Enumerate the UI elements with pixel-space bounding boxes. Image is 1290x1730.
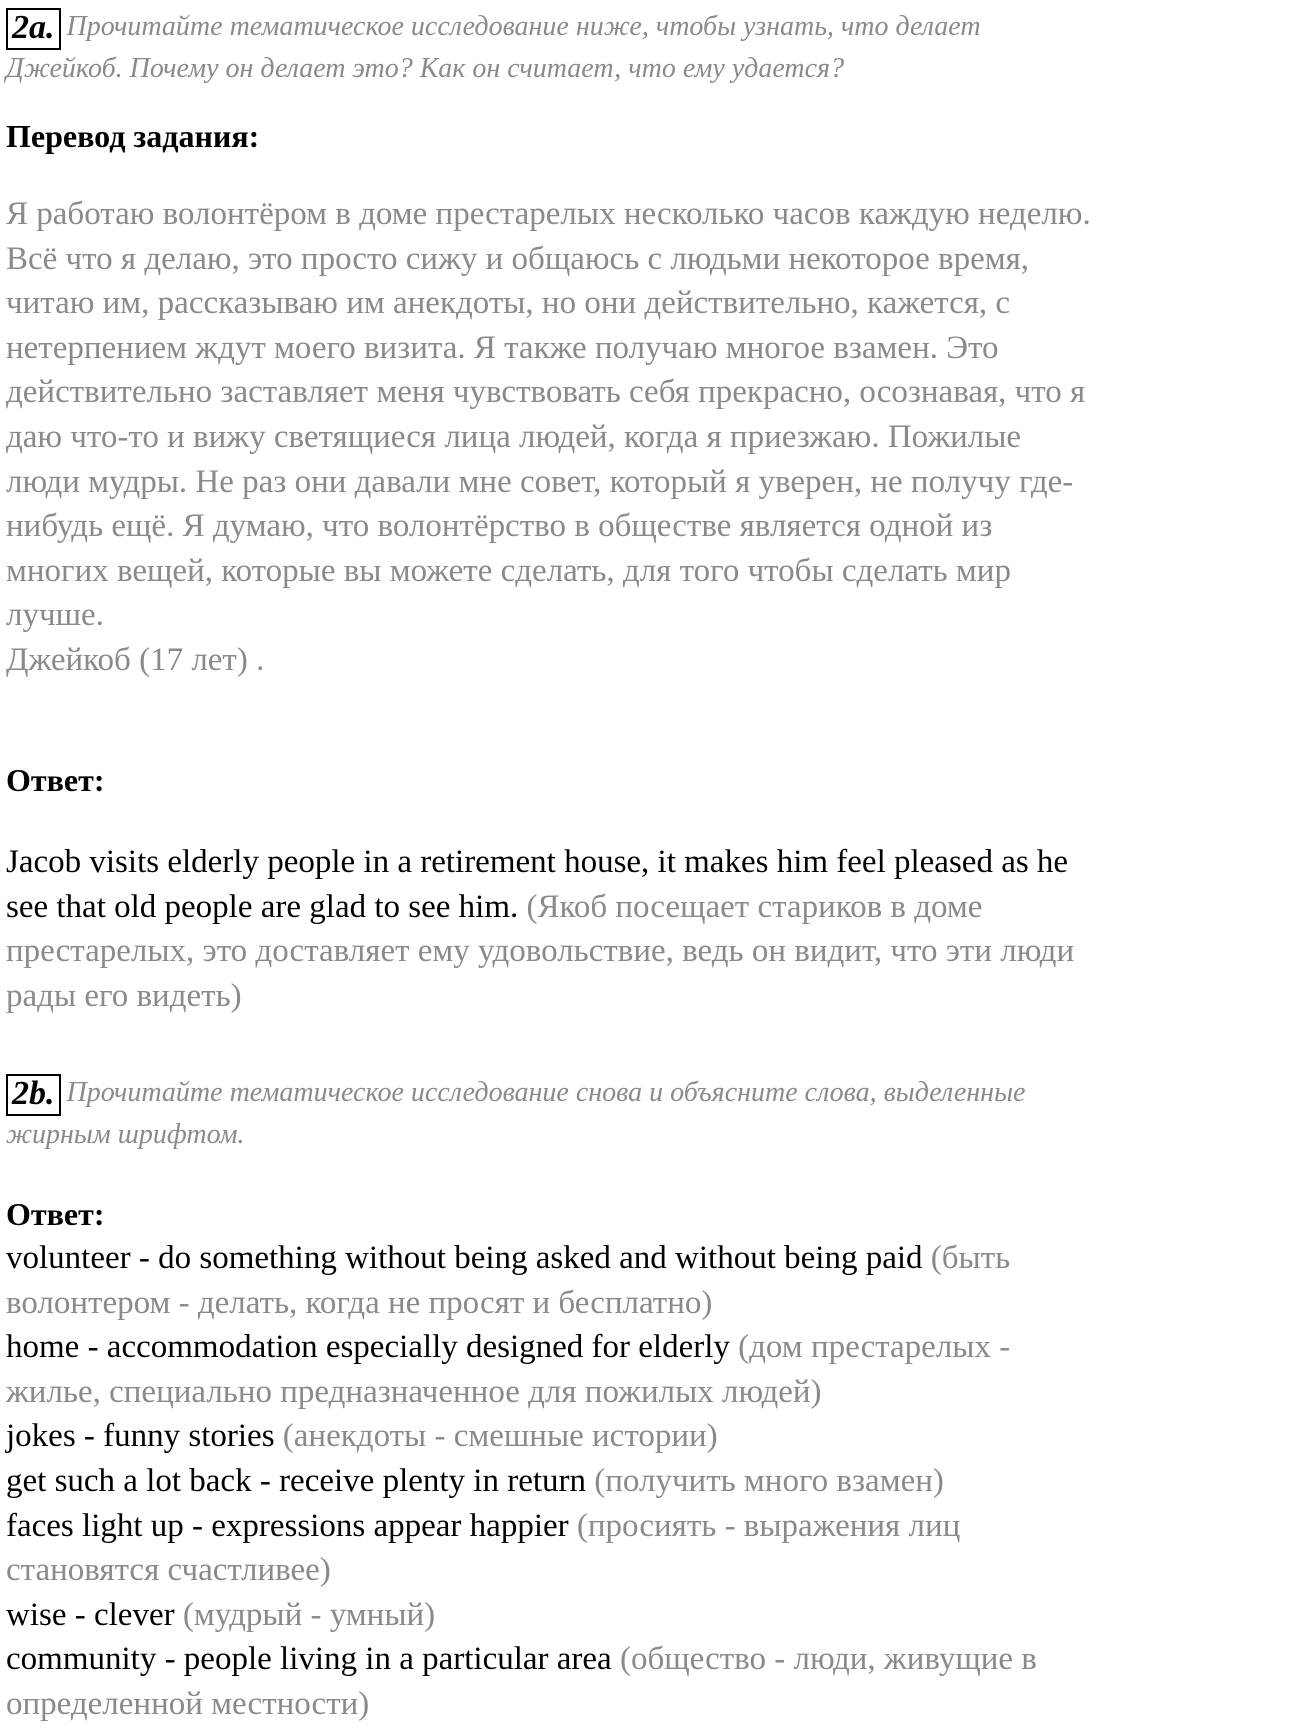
translation-line: нетерпением ждут моего визита. Я также получаю многое взамен. Это: [6, 329, 999, 366]
term-english: community - people living in a particular area: [6, 1641, 612, 1678]
translation-line: Всё что я делаю, это просто сижу и общаюсь с людьми некоторое время,: [6, 240, 1030, 277]
answer-2a-paragraph: [6, 840, 1286, 1018]
term-english: jokes - funny stories: [6, 1418, 275, 1455]
translation-line: многих вещей, которые вы можете сделать, для того чтобы сделать мир: [6, 552, 1011, 589]
task-2a-instruction-line-1: Прочитайте тематическое исследование ниже, чтобы узнать, что делает: [66, 11, 981, 42]
term-russian: (быть: [922, 1240, 1011, 1276]
term-russian: (общество - люди, живущие в: [611, 1641, 1037, 1678]
translation-heading: Перевод задания:: [6, 118, 260, 154]
term-russian: (получить много взамен): [586, 1462, 944, 1499]
list-item: [6, 1236, 1286, 1281]
term-russian: (анекдоты - смешные истории): [274, 1418, 718, 1455]
list-item: [6, 1281, 1286, 1326]
translation-line: лучше.: [6, 597, 104, 634]
translation-line: Я работаю волонтёром в доме престарелых несколько часов каждую неделю.: [6, 196, 1091, 232]
answer-2b-heading: Ответ:: [6, 1196, 105, 1232]
list-item: [6, 1504, 1286, 1549]
task-2a-instruction-line-2: Джейкоб. Почему он делает это? Как он считает, что ему удается?: [6, 53, 845, 84]
task-2a-instruction: [6, 8, 981, 88]
list-item: [6, 1325, 1286, 1370]
list-item: [6, 1414, 1286, 1459]
term-english: volunteer - do something without being asked and without being paid: [6, 1240, 923, 1276]
answer-2b-list: [6, 1236, 1286, 1727]
task-2b-instruction-line-2: жирным шрифтом.: [6, 1119, 245, 1150]
term-russian: (просиять - выражения лиц: [568, 1507, 961, 1544]
answer-2a-line-1: Jacob visits elderly people in a retirement house, it makes him feel pleased as he: [6, 844, 1069, 880]
term-russian: (мудрый - умный): [174, 1596, 436, 1633]
term-russian: жилье, специально предназначенное для пожилых людей): [6, 1373, 822, 1410]
translation-line: даю что-то и вижу светящиеся лица людей, когда я приезжаю. Пожилые: [6, 418, 1022, 455]
term-russian: определенной местности): [6, 1685, 370, 1722]
term-english: faces light up - expressions appear happier: [6, 1507, 569, 1544]
answer-2a-heading: Ответ:: [6, 762, 105, 798]
list-item: [6, 1548, 1286, 1593]
answer-2a-line-2-russian: (Якоб посещает стариков в доме: [518, 888, 983, 925]
term-english: get such a lot back - receive plenty in return: [6, 1462, 587, 1499]
term-russian: (дом престарелых -: [729, 1329, 1011, 1366]
translation-line: действительно заставляет меня чувствовать себя прекрасно, осознавая, что я: [6, 374, 1086, 411]
task-2a-badge: 2a.: [6, 8, 61, 50]
translation-signature: Джейкоб (17 лет) .: [6, 641, 265, 678]
translation-line: читаю им, рассказываю им анекдоты, но они действительно, кажется, с: [6, 285, 1011, 322]
task-2b-instruction: [6, 1074, 1025, 1154]
translation-paragraph: [6, 192, 1286, 683]
translation-line: люди мудры. Не раз они давали мне совет, который я уверен, не получу где-: [6, 463, 1074, 500]
list-item: [6, 1370, 1286, 1415]
term-english: wise - clever: [6, 1596, 175, 1633]
list-item: [6, 1459, 1286, 1504]
list-item: [6, 1593, 1286, 1638]
term-english: home - accommodation especially designed for elderly: [6, 1329, 730, 1366]
list-item: [6, 1637, 1286, 1682]
task-2b-badge: 2b.: [6, 1074, 61, 1116]
answer-2a-line-2-english: see that old people are glad to see him.: [6, 888, 519, 925]
translation-line: нибудь ещё. Я думаю, что волонтёрство в обществе является одной из: [6, 508, 993, 545]
list-item: [6, 1682, 1286, 1727]
answer-2a-line-4: рады его видеть): [6, 977, 242, 1014]
task-2b-instruction-line-1: Прочитайте тематическое исследование снова и объясните слова, выделенные: [66, 1077, 1026, 1108]
answer-2a-line-3: престарелых, это доставляет ему удовольствие, ведь он видит, что эти люди: [6, 933, 1075, 970]
term-russian: становятся счастливее): [6, 1552, 331, 1589]
term-russian: волонтером - делать, когда не просят и бесплатно): [6, 1284, 713, 1321]
